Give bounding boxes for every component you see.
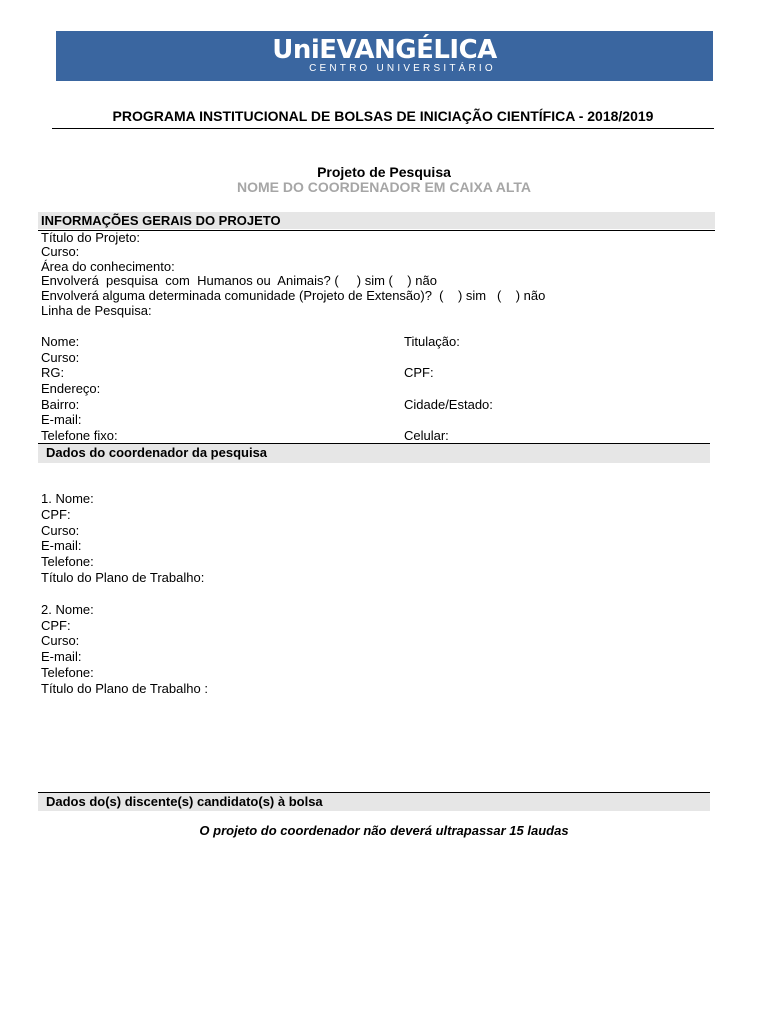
coordinator-course-field: Curso:	[41, 350, 80, 365]
coordinator-degree-field: Titulação:	[404, 334, 460, 349]
coordinator-email-field: E-mail:	[41, 412, 82, 427]
coordinator-rg-field: RG:	[41, 365, 65, 380]
student2-email-field: E-mail:	[41, 649, 82, 664]
student1-phone-field: Telefone:	[41, 554, 94, 569]
coordinator-cpf-field: CPF:	[404, 365, 434, 380]
student2-name-field: 2. Nome:	[41, 602, 94, 617]
coordinator-district-field: Bairro:	[41, 397, 80, 412]
coordinator-phone-field: Telefone fixo:	[41, 428, 118, 443]
community-question: Envolverá alguma determinada comunidade (Projeto de Extensão)? ( ) sim ( ) não	[41, 288, 546, 303]
students-heading-label: Dados do(s) discente(s) candidato(s) à bolsa	[46, 794, 323, 809]
university-logo	[56, 37, 713, 75]
page-limit-note: O projeto do coordenador não deverá ultrapassar 15 laudas	[199, 823, 569, 838]
logo-main-text: UniEVANGÉLICA	[272, 35, 497, 65]
project-title: Projeto de Pesquisa	[317, 164, 451, 180]
title-divider	[52, 128, 714, 129]
student2-phone-field: Telefone:	[41, 665, 94, 680]
students-heading	[38, 793, 710, 811]
course-field: Curso:	[41, 244, 80, 259]
coordinator-heading-label: Dados do coordenador da pesquisa	[46, 445, 268, 460]
student2-course-field: Curso:	[41, 633, 80, 648]
general-info-heading-label: INFORMAÇÕES GERAIS DO PROJETO	[41, 213, 281, 228]
general-info-heading	[38, 212, 715, 229]
student2-cpf-field: CPF:	[41, 618, 71, 633]
coordinator-heading	[38, 444, 710, 463]
student1-email-field: E-mail:	[41, 538, 82, 553]
student2-workplan-field: Título do Plano de Trabalho :	[41, 681, 208, 696]
humans-animals-question: Envolverá pesquisa com Humanos ou Animais? ( ) sim ( ) não	[41, 273, 437, 288]
coordinator-name-field: Nome:	[41, 334, 80, 349]
student1-course-field: Curso:	[41, 523, 80, 538]
coordinator-address-field: Endereço:	[41, 381, 101, 396]
student1-name-field: 1. Nome:	[41, 491, 94, 506]
knowledge-area-field: Área do conhecimento:	[41, 259, 175, 274]
coordinator-mobile-field: Celular:	[404, 428, 449, 443]
coordinator-city-state-field: Cidade/Estado:	[404, 397, 493, 412]
student1-workplan-field: Título do Plano de Trabalho:	[41, 570, 205, 585]
student1-cpf-field: CPF:	[41, 507, 71, 522]
coordinator-name-placeholder: NOME DO COORDENADOR EM CAIXA ALTA	[237, 179, 531, 195]
header-banner	[56, 31, 713, 81]
logo-sub-text: CENTRO UNIVERSITÁRIO	[309, 63, 496, 74]
research-line-field: Linha de Pesquisa:	[41, 303, 152, 318]
project-title-field: Título do Projeto:	[41, 230, 140, 245]
program-title: PROGRAMA INSTITUCIONAL DE BOLSAS DE INICIAÇÃO CIENTÍFICA - 2018/2019	[112, 108, 654, 124]
